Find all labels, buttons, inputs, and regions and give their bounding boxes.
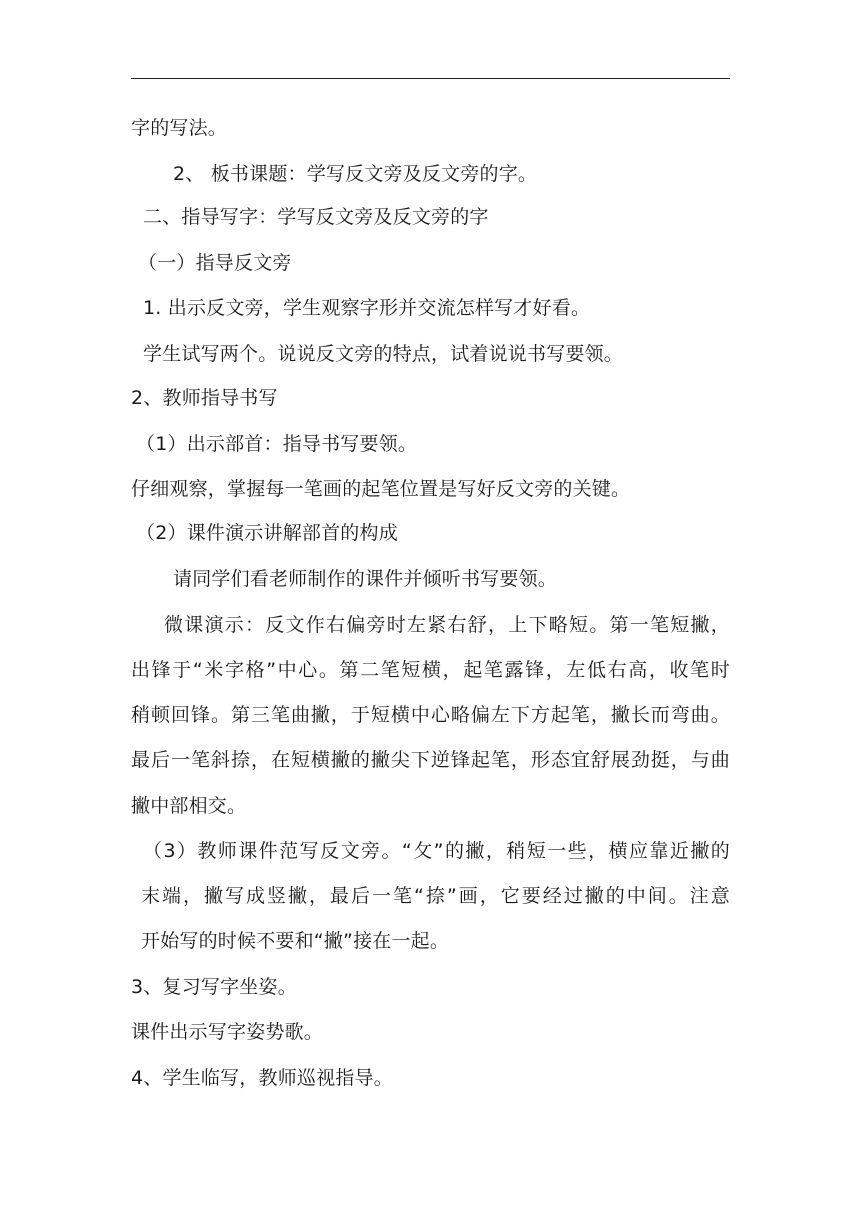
text-line-18: 末端，撇写成竖撇，最后一笔“捺”画，它要经过撇的中间。注意 <box>141 885 730 907</box>
text-line-17: （3）教师课件范写反文旁。“攵”的撇，稍短一些，横应靠近撇的 <box>143 840 730 862</box>
text-line-15: 最后一笔斜捺，在短横撇的撇尖下逆锋起笔，形态宜舒展劲挺，与曲 <box>131 749 730 771</box>
text-line-6: 学生试写两个。说说反文旁的特点，试着说说书写要领。 <box>143 343 624 365</box>
text-line-22: 4、学生临写，教师巡视指导。 <box>131 1067 393 1089</box>
header-rule <box>131 78 730 79</box>
text-line-5: 1. 出示反文旁，学生观察字形并交流怎样写才好看。 <box>143 297 591 319</box>
text-line-14: 稍顿回锋。第三笔曲撇，于短横中心略偏左下方起笔，撇长而弯曲。 <box>131 704 730 726</box>
text-line-16: 撇中部相交。 <box>131 795 247 817</box>
text-line-21: 课件出示写字姿势歌。 <box>131 1021 324 1043</box>
text-line-2: 2、 板书课题：学写反文旁及反文旁的字。 <box>173 163 538 185</box>
text-line-7: 2、教师指导书写 <box>131 387 278 409</box>
text-line-9: 仔细观察，掌握每一笔画的起笔位置是写好反文旁的关键。 <box>131 478 631 500</box>
text-line-12: 微课演示：反文作右偏旁时左紧右舒，上下略短。第一笔短撇， <box>164 614 730 636</box>
text-line-20: 3、复习写字坐姿。 <box>131 976 297 998</box>
text-line-19: 开始写的时候不要和“撇”接在一起。 <box>141 930 450 952</box>
text-line-10: （2）课件演示讲解部首的构成 <box>136 522 398 544</box>
text-line-11: 请同学们看老师制作的课件并倾听书写要领。 <box>173 568 558 590</box>
text-line-13: 出锋于“米字格”中心。第二笔短横，起笔露锋，左低右高，收笔时 <box>131 659 730 681</box>
text-line-3: 二、指导写字：学写反文旁及反文旁的字 <box>143 206 489 228</box>
text-line-1: 字的写法。 <box>131 117 228 139</box>
text-line-8: （1）出示部首：指导书写要领。 <box>136 433 418 455</box>
text-line-4: （一）指导反文旁 <box>138 252 292 274</box>
